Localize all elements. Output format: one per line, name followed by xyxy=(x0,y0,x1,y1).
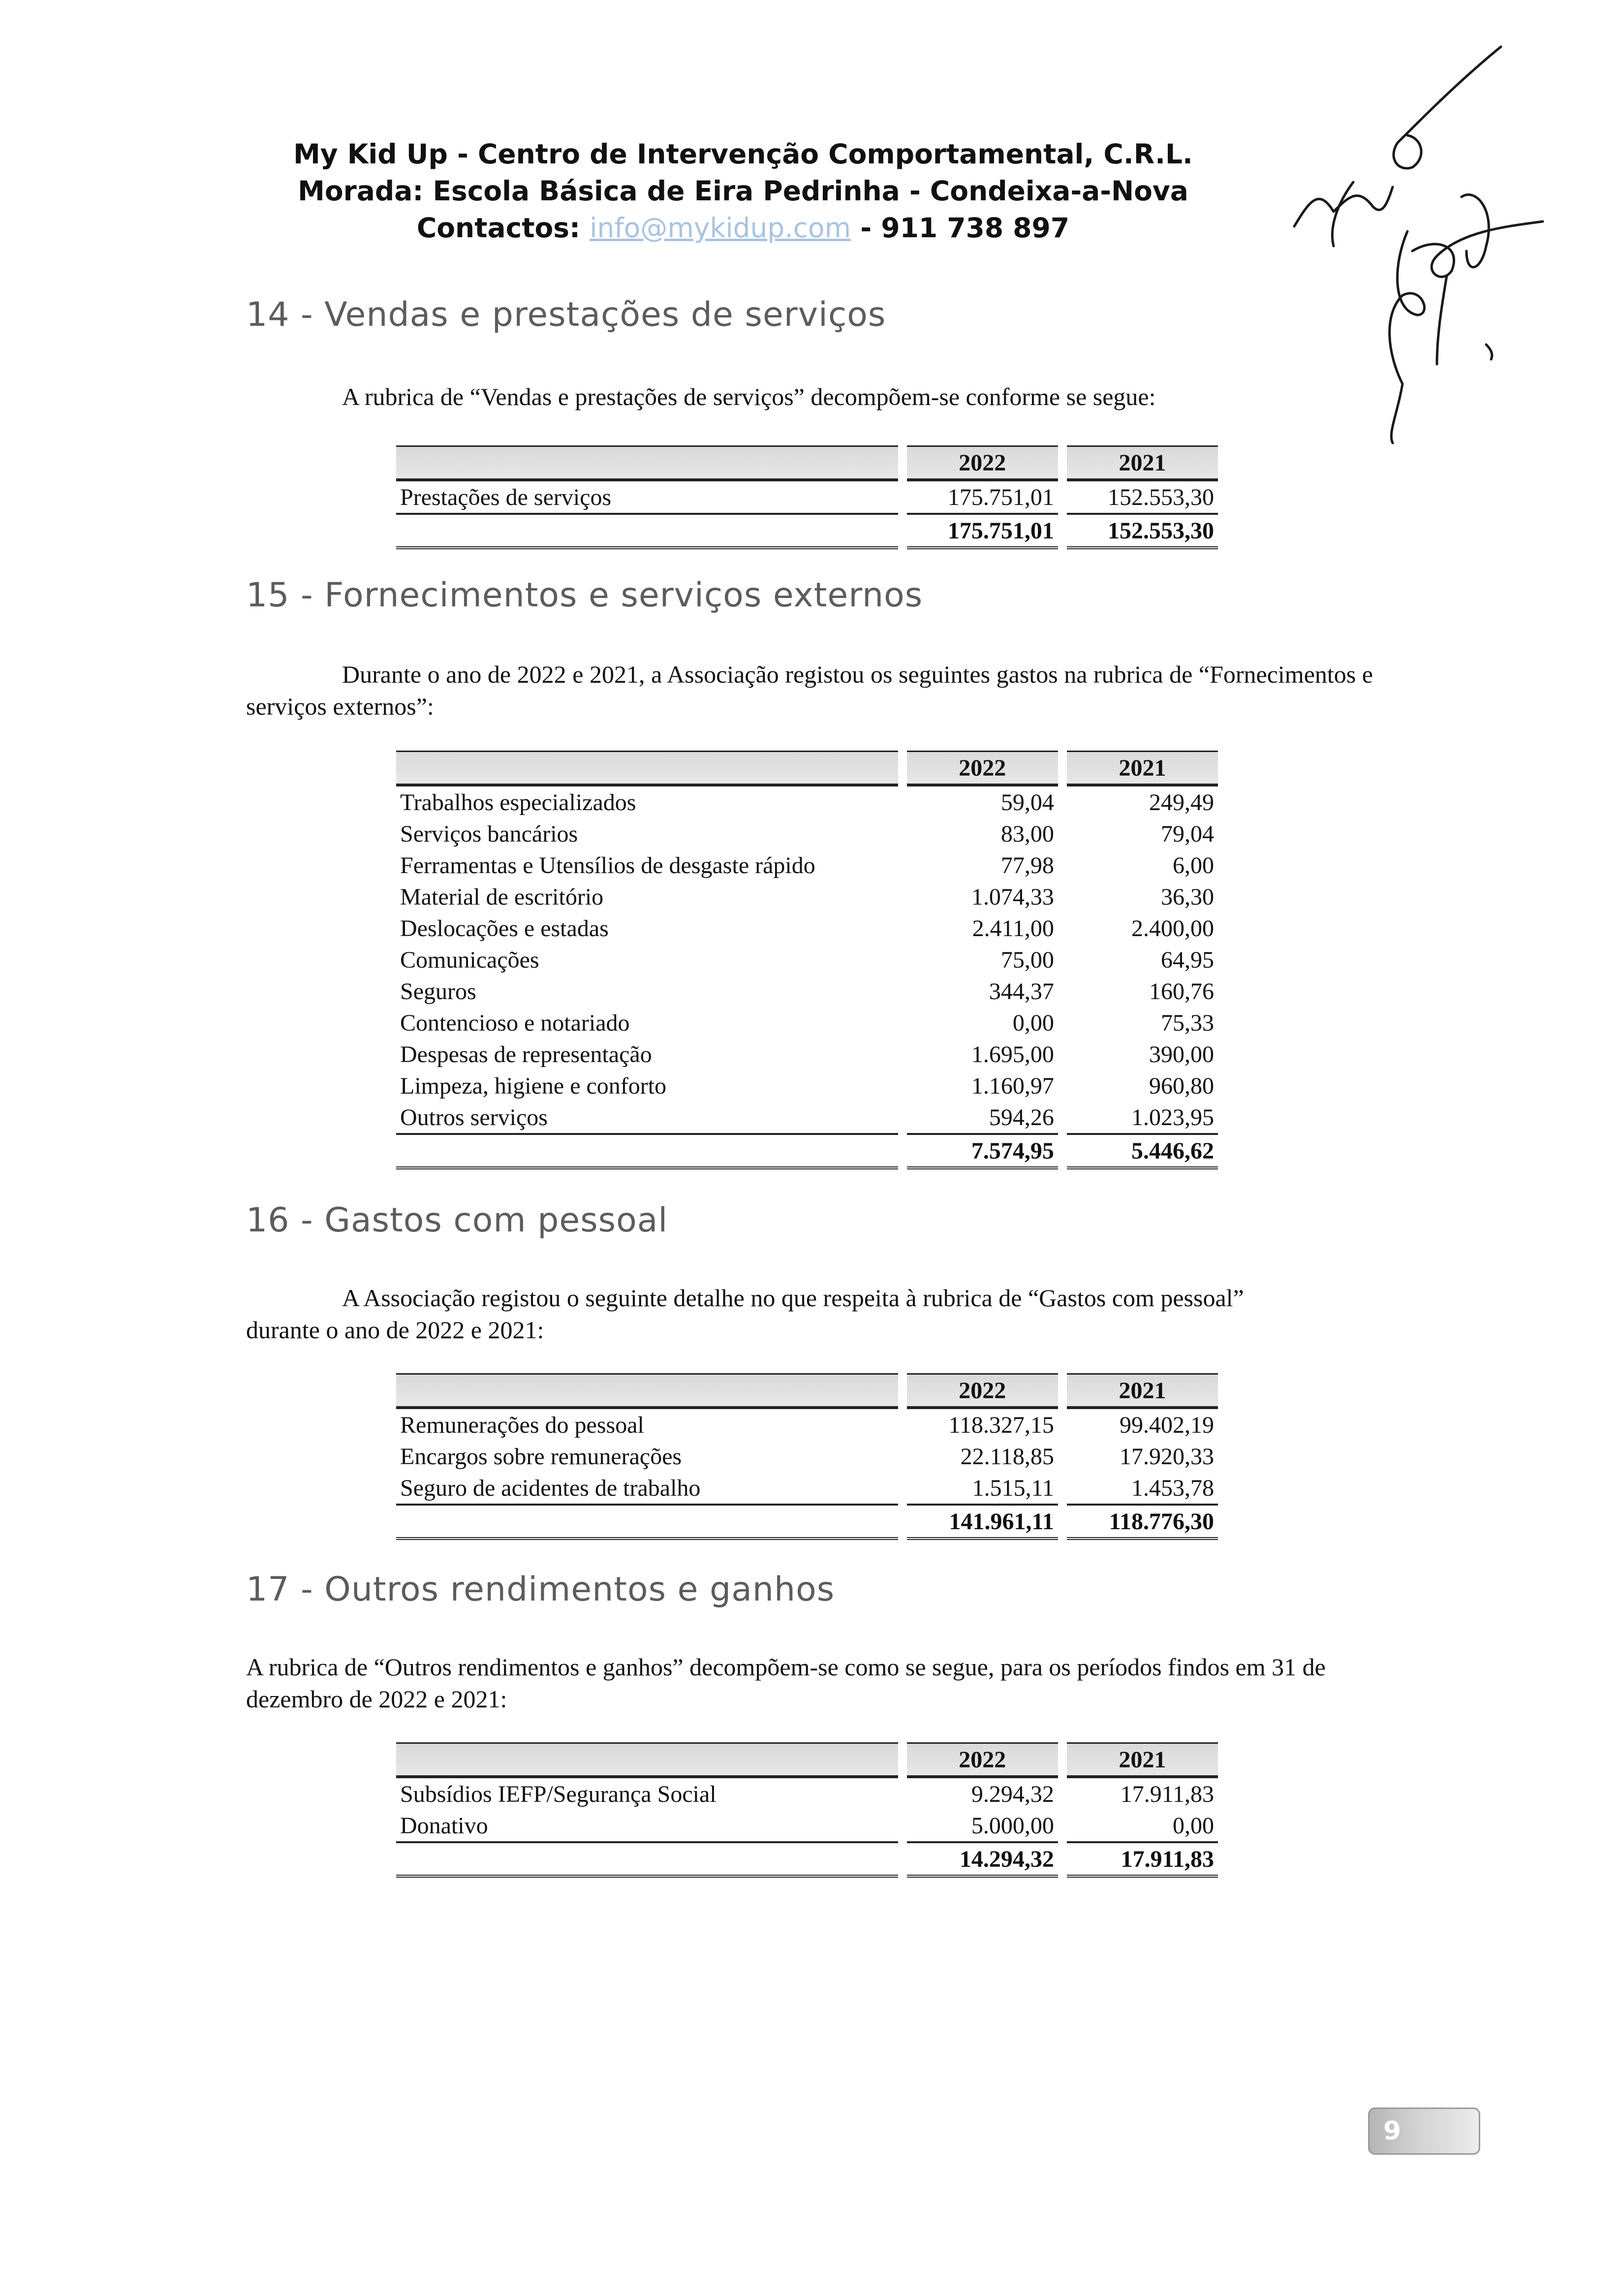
section-title-17: 17 - Outros rendimentos e ganhos xyxy=(246,1570,835,1609)
row-value-2021: 2.400,00 xyxy=(1131,915,1214,942)
total-2022: 175.751,01 xyxy=(907,515,1058,549)
table-row xyxy=(396,1472,1218,1506)
section-16-intro xyxy=(246,1282,1373,1346)
row-label: Prestações de serviços xyxy=(396,481,898,515)
column-header-2021: 2021 xyxy=(1067,751,1218,786)
table-external-services xyxy=(396,751,1218,1169)
table-row xyxy=(396,818,1218,849)
total-2021: 152.553,30 xyxy=(1067,515,1218,549)
table-row xyxy=(396,975,1218,1007)
table-row xyxy=(396,1070,1218,1101)
table-other-income xyxy=(396,1742,1218,1878)
row-label: Contencioso e notariado xyxy=(400,1009,630,1036)
row-label: Serviços bancários xyxy=(400,820,578,847)
total-2022: 14.294,32 xyxy=(907,1843,1058,1878)
row-label: Seguro de acidentes de trabalho xyxy=(396,1472,898,1506)
row-value-2021: 64,95 xyxy=(1161,946,1214,973)
row-value-2022: 22.118,85 xyxy=(960,1443,1054,1470)
row-value-2021: 17.920,33 xyxy=(1120,1443,1214,1470)
row-value-2021: 1.453,78 xyxy=(1067,1472,1218,1506)
row-value-2022: 118.327,15 xyxy=(948,1412,1054,1438)
column-header-2022: 2022 xyxy=(907,445,1058,481)
total-row xyxy=(396,1135,1218,1169)
row-value-2022: 77,98 xyxy=(1000,852,1054,879)
total-2021: 17.911,83 xyxy=(1067,1843,1218,1878)
row-value-2022: 75,00 xyxy=(1000,946,1054,973)
row-value-2022: 5.000,00 xyxy=(907,1810,1058,1843)
row-label: Outros serviços xyxy=(396,1101,898,1135)
table-row xyxy=(396,912,1218,944)
column-header-2021: 2021 xyxy=(1067,445,1218,481)
row-label: Trabalhos especializados xyxy=(400,789,636,816)
row-label: Subsídios IEFP/Segurança Social xyxy=(400,1781,717,1807)
table-row xyxy=(396,849,1218,881)
row-value-2022: 175.751,01 xyxy=(907,481,1058,515)
row-value-2021: 6,00 xyxy=(1173,852,1214,879)
row-value-2021: 1.023,95 xyxy=(1067,1101,1218,1135)
table-row xyxy=(396,1101,1218,1135)
page-number: 9 xyxy=(1368,2107,1480,2155)
table-row xyxy=(396,1409,1218,1441)
row-value-2021: 0,00 xyxy=(1067,1810,1218,1843)
section-16-intro-line2: durante o ano de 2022 e 2021: xyxy=(246,1316,544,1344)
row-label: Limpeza, higiene e conforto xyxy=(400,1072,667,1099)
total-label-cell xyxy=(396,1506,898,1540)
table-row xyxy=(396,1778,1218,1810)
row-value-2022: 1.160,97 xyxy=(971,1072,1054,1099)
table-row xyxy=(396,881,1218,912)
row-value-2021: 390,00 xyxy=(1149,1041,1214,1068)
total-label-cell xyxy=(396,1843,898,1878)
table-row xyxy=(396,481,1218,515)
row-value-2022: 1.074,33 xyxy=(971,883,1054,910)
total-row xyxy=(396,1506,1218,1540)
total-2021: 118.776,30 xyxy=(1067,1506,1218,1540)
letterhead xyxy=(276,136,1211,247)
row-value-2022: 344,37 xyxy=(989,978,1054,1005)
email-link[interactable]: info@mykidup.com xyxy=(590,212,851,244)
column-header-label xyxy=(396,751,898,786)
table-row xyxy=(396,944,1218,975)
column-header-2021: 2021 xyxy=(1067,1373,1218,1409)
row-value-2021: 152.553,30 xyxy=(1067,481,1218,515)
table-personnel-costs xyxy=(396,1373,1218,1540)
phone-number: - 911 738 897 xyxy=(860,212,1070,244)
row-value-2022: 1.515,11 xyxy=(907,1472,1058,1506)
column-header-2022: 2022 xyxy=(907,751,1058,786)
row-label: Material de escritório xyxy=(400,883,604,910)
row-label: Remunerações do pessoal xyxy=(400,1412,644,1438)
row-value-2022: 2.411,00 xyxy=(972,915,1054,942)
row-value-2022: 1.695,00 xyxy=(971,1041,1054,1068)
column-header-label xyxy=(396,445,898,481)
total-2022: 141.961,11 xyxy=(907,1506,1058,1540)
row-value-2021: 36,30 xyxy=(1161,883,1214,910)
table-row xyxy=(396,1007,1218,1038)
row-value-2022: 83,00 xyxy=(1000,820,1054,847)
section-15-intro: Durante o ano de 2022 e 2021, a Associação registou os seguintes gastos na rubrica de “Fornecimentos e serviços externos”: xyxy=(246,660,1373,720)
column-header-2022: 2022 xyxy=(907,1373,1058,1409)
company-contacts xyxy=(276,210,1211,247)
row-value-2022: 0,00 xyxy=(1012,1009,1054,1036)
row-value-2021: 960,80 xyxy=(1149,1072,1214,1099)
row-value-2021: 160,76 xyxy=(1149,978,1214,1005)
company-address: Morada: Escola Básica de Eira Pedrinha - Condeixa-a-Nova xyxy=(298,175,1188,207)
section-14-intro: A rubrica de “Vendas e prestações de serviços” decompõem-se conforme se segue: xyxy=(342,383,1156,410)
row-label: Seguros xyxy=(400,978,476,1005)
contacts-label: Contactos: xyxy=(416,212,581,244)
section-title-14: 14 - Vendas e prestações de serviços xyxy=(246,295,886,334)
table-row xyxy=(396,786,1218,818)
total-label-cell xyxy=(396,515,898,549)
row-value-2021: 249,49 xyxy=(1149,789,1214,816)
row-label: Ferramentas e Utensílios de desgaste rápido xyxy=(400,852,815,879)
column-header-label xyxy=(396,1373,898,1409)
table-sales xyxy=(396,445,1218,549)
row-label: Donativo xyxy=(396,1810,898,1843)
total-label-cell xyxy=(396,1135,898,1169)
column-header-2022: 2022 xyxy=(907,1742,1058,1778)
row-value-2021: 79,04 xyxy=(1161,820,1214,847)
row-value-2022: 59,04 xyxy=(1000,789,1054,816)
row-value-2021: 17.911,83 xyxy=(1120,1781,1214,1807)
total-row xyxy=(396,1843,1218,1878)
table-row xyxy=(396,1810,1218,1843)
column-header-label xyxy=(396,1742,898,1778)
column-header-2021: 2021 xyxy=(1067,1742,1218,1778)
row-value-2022: 9.294,32 xyxy=(971,1781,1054,1807)
table-row xyxy=(396,1441,1218,1472)
row-label: Deslocações e estadas xyxy=(400,915,609,942)
company-name: My Kid Up - Centro de Intervenção Comportamental, C.R.L. xyxy=(293,138,1193,170)
section-17-intro: A rubrica de “Outros rendimentos e ganhos” decompõem-se como se segue, para os períodos findos em 31 de dezembro de 2022 e 2021: xyxy=(246,1653,1326,1713)
row-label: Encargos sobre remunerações xyxy=(400,1443,682,1470)
row-value-2022: 594,26 xyxy=(907,1101,1058,1135)
row-value-2021: 75,33 xyxy=(1161,1009,1214,1036)
table-row xyxy=(396,1038,1218,1070)
row-label: Despesas de representação xyxy=(400,1041,652,1068)
section-title-15: 15 - Fornecimentos e serviços externos xyxy=(246,576,923,615)
section-16-intro-line1: A Associação registou o seguinte detalhe no que respeita à rubrica de “Gastos com pessoal” xyxy=(342,1284,1244,1312)
section-title-16: 16 - Gastos com pessoal xyxy=(246,1201,668,1240)
row-label: Comunicações xyxy=(400,946,539,973)
total-2022: 7.574,95 xyxy=(907,1135,1058,1169)
total-2021: 5.446,62 xyxy=(1067,1135,1218,1169)
total-row xyxy=(396,515,1218,549)
row-value-2021: 99.402,19 xyxy=(1120,1412,1214,1438)
